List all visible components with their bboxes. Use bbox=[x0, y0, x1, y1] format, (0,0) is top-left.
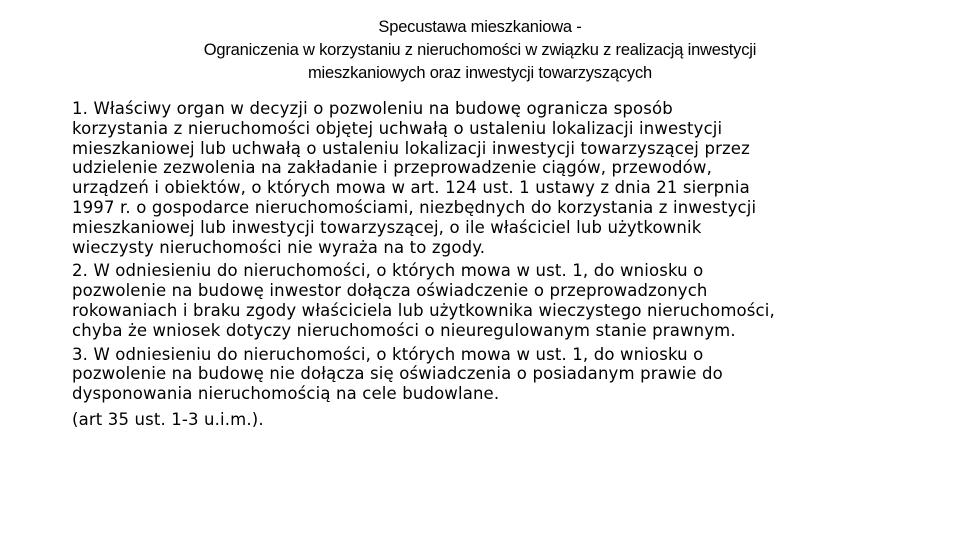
legal-citation: (art 35 ust. 1-3 u.i.m.). bbox=[72, 409, 264, 429]
slide-body bbox=[72, 99, 932, 430]
paragraph-line: mieszkaniowej lub uchwałą o ustaleniu lokalizacji inwestycji towarzyszącej przez bbox=[72, 138, 750, 158]
paragraph-line: wieczysty nieruchomości nie wyraża na to zgody. bbox=[72, 237, 486, 257]
paragraph-line: udzielenie zezwolenia na zakładanie i przeprowadzenie ciągów, przewodów, bbox=[72, 158, 712, 178]
paragraph-line: pozwolenie na budowę nie dołącza się oświadczenia o posiadanym prawie do bbox=[72, 364, 723, 384]
paragraph-2 bbox=[72, 261, 932, 340]
paragraph-line: pozwolenie na budowę inwestor dołącza oświadczenie o przeprowadzonych bbox=[72, 281, 708, 301]
paragraph-line: urządzeń i obiektów, o których mowa w art. 124 ust. 1 ustawy z dnia 21 sierpnia bbox=[72, 178, 750, 198]
paragraph-line: dysponowania nieruchomością na cele budowlane. bbox=[72, 384, 500, 404]
paragraph-line: korzystania z nieruchomości objętej uchwałą o ustaleniu lokalizacji inwestycji bbox=[72, 118, 723, 138]
paragraph-3 bbox=[72, 345, 932, 404]
paragraph-line: 2. W odniesieniu do nieruchomości, o których mowa w ust. 1, do wniosku o bbox=[72, 261, 704, 281]
paragraph-1 bbox=[72, 99, 932, 257]
paragraph-line: rokowaniach i braku zgody właściciela lub użytkownika wieczystego nieruchomości, bbox=[72, 300, 775, 320]
paragraph-line: mieszkaniowej lub inwestycji towarzyszącej, o ile właściciel lub użytkownik bbox=[72, 217, 702, 237]
paragraph-line: 1997 r. o gospodarce nieruchomościami, niezbędnych do korzystania z inwestycji bbox=[72, 197, 757, 217]
paragraph-line: chyba że wniosek dotyczy nieruchomości o nieuregulowanym stanie prawnym. bbox=[72, 320, 736, 340]
title-line: Ograniczenia w korzystaniu z nieruchomości w związku z realizacją inwestycji bbox=[203, 41, 757, 59]
paragraph-line: 3. W odniesieniu do nieruchomości, o których mowa w ust. 1, do wniosku o bbox=[72, 344, 704, 364]
title-line: mieszkaniowych oraz inwestycji towarzyszących bbox=[307, 64, 653, 82]
slide-title bbox=[60, 16, 900, 85]
title-line: Specustawa mieszkaniowa - bbox=[378, 18, 582, 36]
paragraph-line: 1. Właściwy organ w decyzji o pozwoleniu na budowę ogranicza sposób bbox=[72, 99, 673, 118]
